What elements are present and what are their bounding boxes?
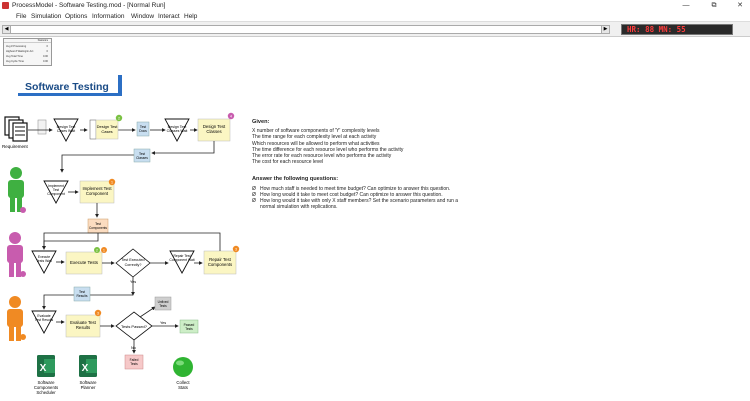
clock-hr-label: HR: xyxy=(627,25,641,34)
svg-text:Design Test: Design Test xyxy=(56,125,76,129)
svg-text:Test: Test xyxy=(138,152,146,156)
test-components-node[interactable] xyxy=(88,219,108,233)
svg-text:Classes: Classes xyxy=(136,156,148,160)
question-item: Ø How long would it take with only X staff members? Set the scenario parameters and run a xyxy=(252,198,459,205)
svg-text:Design Test: Design Test xyxy=(167,125,187,129)
design-cases-activity[interactable] xyxy=(90,115,122,139)
stats-row: Highest # Waiting/in Act 0 xyxy=(6,50,48,53)
svg-text:X: X xyxy=(81,363,89,374)
svg-text:Tests Passed?: Tests Passed? xyxy=(120,324,148,329)
svg-text:Test: Test xyxy=(52,188,60,192)
execute-activity[interactable] xyxy=(66,247,107,274)
given-line: X number of software components of 'Y' complexity levels xyxy=(252,128,380,135)
passed-tests-node[interactable] xyxy=(180,320,198,333)
svg-text:Repair Test: Repair Test xyxy=(209,257,231,262)
failed-tests-node[interactable] xyxy=(125,355,143,369)
svg-text:Evaluate: Evaluate xyxy=(37,314,51,318)
tester-green-person-icon[interactable] xyxy=(8,167,26,213)
svg-text:Repair Test: Repair Test xyxy=(173,254,191,258)
stats-row: Avg Cycle Time 0.00 xyxy=(6,60,48,63)
execute-wait-queue[interactable] xyxy=(32,251,56,273)
svg-text:X: X xyxy=(39,363,47,374)
model-canvas[interactable] xyxy=(0,37,750,401)
clock-mn-value: 55 xyxy=(676,25,686,34)
repair-activity[interactable] xyxy=(204,246,239,274)
tester-pink-person-icon[interactable] xyxy=(7,232,26,277)
scheduler-excel-icon[interactable] xyxy=(37,355,55,377)
menu-help[interactable]: Help xyxy=(184,12,198,20)
stats-header: Statistics xyxy=(4,39,51,43)
requirement-label: Requirement xyxy=(2,144,28,149)
given-line: Which resources will be allowed to perform what activities xyxy=(252,140,380,147)
svg-text:3: 3 xyxy=(235,247,237,252)
svg-text:3: 3 xyxy=(97,311,99,316)
svg-text:Tests: Tests xyxy=(185,327,193,331)
svg-text:2: 2 xyxy=(96,248,98,253)
svg-text:Test Executed: Test Executed xyxy=(121,258,145,262)
clock-mn-label: MN: xyxy=(658,25,673,34)
requirement-icon[interactable] xyxy=(5,117,27,141)
svg-text:Scheduler: Scheduler xyxy=(36,390,56,395)
svg-text:Planner: Planner xyxy=(80,385,96,390)
evaluate-activity[interactable] xyxy=(66,310,101,337)
questions-heading: Answer the following questions: xyxy=(252,176,339,183)
title-bar xyxy=(0,0,750,11)
planner-excel-icon[interactable] xyxy=(79,355,97,377)
svg-text:1: 1 xyxy=(111,180,113,185)
implement-wait-queue[interactable] xyxy=(44,181,68,203)
minimize-icon[interactable]: — xyxy=(682,2,690,9)
svg-text:1: 1 xyxy=(103,248,105,253)
toolbar xyxy=(0,21,750,37)
svg-text:Classes Wait: Classes Wait xyxy=(166,129,188,133)
speed-scrollbar[interactable] xyxy=(2,25,610,34)
design-classes-wait-queue[interactable] xyxy=(165,119,189,141)
given-line: The error rate for each resource level who performs the activity xyxy=(252,153,392,160)
yes-label-2: Yes xyxy=(160,321,167,325)
svg-text:Cases: Cases xyxy=(101,129,113,134)
menu-simulation[interactable]: Simulation xyxy=(31,12,62,20)
menu-interact[interactable]: Interact xyxy=(158,12,180,20)
given-line: The time difference for each resource level who performs the activity xyxy=(252,146,404,153)
menu-options[interactable]: Options xyxy=(65,12,88,20)
svg-text:Tests: Tests xyxy=(130,362,138,366)
menu-file[interactable]: File xyxy=(16,12,27,20)
stats-row: Avg Total Time 0.00 xyxy=(6,55,48,58)
scroll-right-icon[interactable]: ▶ xyxy=(601,26,609,33)
given-line: The time range for each complexity level at each activity xyxy=(252,134,377,141)
svg-text:Stats: Stats xyxy=(178,385,188,390)
input-item-icon xyxy=(38,120,46,134)
question-item-continued: normal simulation with replications. xyxy=(260,204,338,211)
scroll-left-icon[interactable]: ◀ xyxy=(3,26,11,33)
svg-text:Results: Results xyxy=(75,325,91,330)
svg-text:Tests: Tests xyxy=(159,304,167,308)
menu-information[interactable]: Information xyxy=(92,12,125,20)
menu-bar xyxy=(0,11,750,21)
svg-text:2: 2 xyxy=(118,116,120,121)
svg-text:Component: Component xyxy=(47,192,65,196)
app-logo-icon xyxy=(2,2,9,9)
svg-text:Execute: Execute xyxy=(37,255,51,259)
simulation-clock xyxy=(621,24,733,35)
svg-text:Test: Test xyxy=(139,125,147,129)
svg-text:Passed: Passed xyxy=(183,323,195,327)
diagram-title: Software Testing xyxy=(25,81,109,93)
process-flow-diagram[interactable] xyxy=(0,37,750,401)
svg-text:Components: Components xyxy=(207,262,233,267)
svg-text:Implement: Implement xyxy=(48,184,64,188)
svg-text:Test: Test xyxy=(78,290,86,294)
svg-text:Components: Components xyxy=(88,226,108,230)
svg-text:Evaluate Test: Evaluate Test xyxy=(70,320,96,325)
svg-text:Results: Results xyxy=(76,294,88,298)
repair-wait-queue[interactable] xyxy=(169,251,194,273)
svg-text:Test: Test xyxy=(95,222,101,226)
svg-text:Test Results: Test Results xyxy=(34,318,54,322)
svg-text:Components: Components xyxy=(33,385,59,390)
tester-orange-person-icon[interactable] xyxy=(7,296,26,341)
design-classes-activity[interactable] xyxy=(198,113,234,141)
svg-text:4: 4 xyxy=(230,114,232,119)
svg-text:Unfixed: Unfixed xyxy=(157,300,169,304)
svg-text:Cases Wait: Cases Wait xyxy=(56,129,76,133)
implement-activity[interactable] xyxy=(80,179,115,203)
executed-correctly-decision[interactable] xyxy=(116,249,150,277)
unfixed-tests-node[interactable] xyxy=(155,297,171,310)
menu-window[interactable]: Window xyxy=(131,12,155,20)
svg-text:Design Test: Design Test xyxy=(202,124,226,129)
close-icon[interactable]: ✕ xyxy=(737,2,743,9)
svg-text:Implement Test: Implement Test xyxy=(82,186,112,191)
svg-text:Classes: Classes xyxy=(206,129,222,134)
svg-text:Design Test: Design Test xyxy=(96,124,118,129)
test-docs-node[interactable] xyxy=(137,122,149,136)
svg-text:Docs: Docs xyxy=(139,129,147,133)
given-heading: Given: xyxy=(252,119,270,125)
svg-text:Component Wait: Component Wait xyxy=(169,258,195,262)
svg-text:Execute Tests: Execute Tests xyxy=(70,260,98,265)
clock-hr-value: 88 xyxy=(645,25,655,34)
collect-stats-label: Collect xyxy=(176,380,190,385)
question-item: Ø How long would it take to meet cost budget? Can optimize to answer this question. xyxy=(252,191,443,198)
planner-label: Software xyxy=(79,380,97,385)
svg-text:Failed: Failed xyxy=(129,358,139,362)
test-classes-node[interactable] xyxy=(134,149,150,162)
tests-passed-decision[interactable] xyxy=(116,312,152,340)
test-results-node[interactable] xyxy=(74,287,90,301)
given-line: The cost for each resource level xyxy=(252,159,324,166)
design-cases-wait-queue[interactable] xyxy=(54,119,78,141)
svg-text:Correctly?: Correctly? xyxy=(124,263,142,267)
svg-text:Component: Component xyxy=(85,191,109,196)
stats-row: Avg # Processing 0 xyxy=(6,45,48,48)
window-title: ProcessModel - Software Testing.mod - [Normal Run] xyxy=(12,1,166,9)
question-item: Ø How much staff is needed to meet time budget? Can optimize to answer this question. xyxy=(252,185,451,192)
svg-text:Tests Wait: Tests Wait xyxy=(36,259,52,263)
problem-description xyxy=(252,119,672,210)
collect-stats-icon[interactable] xyxy=(173,357,193,377)
scheduler-label: Software xyxy=(37,380,55,385)
no-label: No xyxy=(131,346,136,350)
restore-icon[interactable]: ⧉ xyxy=(711,2,717,9)
yes-label: Yes xyxy=(130,280,137,284)
